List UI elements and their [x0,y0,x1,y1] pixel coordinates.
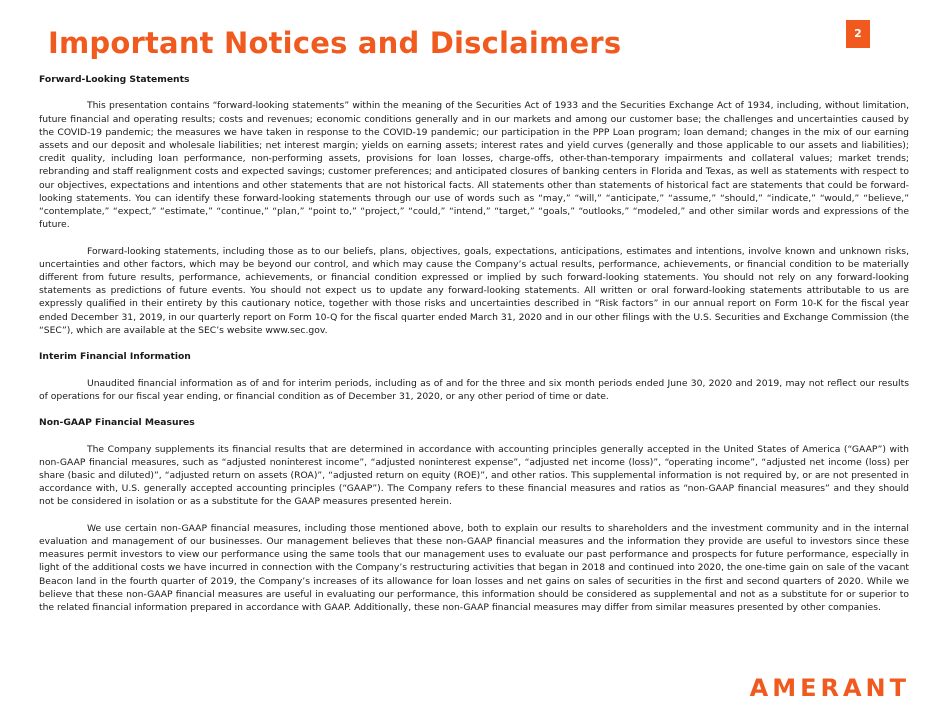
amerant-logo: AMERANT [749,674,910,702]
paragraph-forward-looking-1: This presentation contains “forward-looking statements” within the meaning of the Securities Act of 1933 and the Securities Exchange Act of 1934, including, without limitation, future financial and operating results; costs and revenues; economic conditions generally and in our markets and among our customer base; the challenges and uncertainties caused by the COVID-19 pandemic; the measures we have taken in response to the COVID-19 pandemic; our participation in the PPP Loan program; loan demand; changes in the mix of our earning assets and our deposit and wholesale liabilities; net interest margin; yields on earning assets; interest rates and yield curves (generally and those applicable to our assets and liabilities); credit quality, including loan performance, non-performing assets, provisions for loan losses, charge-offs, other-than-temporary impairments and collateral values; market trends; rebranding and staff realignment costs and expected savings; customer preferences; and anticipated closures of banking centers in Florida and Texas, as well as statements with respect to our objectives, expectations and intentions and other statements that are not historical facts. All statements other than statements of historical fact are statements that could be forward-looking statements. You can identify these forward-looking statements through our use of words such as “may,” “will,” “anticipate,” “assume,” “should,” “indicate,” “would,” “believe,” “contemplate,” “expect,” “estimate,” “continue,” “plan,” “point to,” “project,” “could,” “intend,” “target,” “goals,” “outlooks,” “modeled,” and other similar words and expressions of the future. [39,100,909,231]
section-heading-non-gaap: Non-GAAP Financial Measures [39,417,195,429]
page-number-badge: 2 [846,20,870,48]
paragraph-non-gaap-2: We use certain non-GAAP financial measures, including those mentioned above, both to explain our results to shareholders and the investment community and in the internal evaluation and management of our businesses. Our management believes that these non-GAAP financial measures and the information they provide are useful to investors since these measures permit investors to view our performance using the same tools that our management uses to evaluate our past performance and prospects for future performance, especially in light of the additional costs we have incurred in connection with the Company’s restructuring activities that began in 2018 and continued into 2020, the one-time gain on sale of the vacant Beacon land in the fourth quarter of 2019, the Company’s increases of its allowance for loan losses and net gains on sales of securities in the first and second quarters of 2020. While we believe that these non-GAAP financial measures are useful in evaluating our performance, this information should be considered as supplemental and not as a substitute for or superior to the related financial information prepared in accordance with GAAP. Additionally, these non-GAAP financial measures may differ from similar measures presented by other companies. [39,522,909,614]
disclaimer-body [39,73,909,627]
paragraph-interim-1: Unaudited financial information as of and for interim periods, including as of and for the three and six month periods ended June 30, 2020 and 2019, may not reflect our results of operations for our fiscal year ending, or financial condition as of December 31, 2020, or any other period of time or date. [39,377,909,402]
section-heading-interim: Interim Financial Information [39,351,191,363]
paragraph-forward-looking-2: Forward-looking statements, including those as to our beliefs, plans, objectives, goals, expectations, anticipations, estimates and intentions, involve known and unknown risks, uncertainties and other factors, which may be beyond our control, and which may cause the Company’s actual results, performance, achievements, or financial condition to be materially different from future results, performance, achievements, or financial condition expressed or implied by such forward-looking statements. You should not rely on any forward-looking statements as predictions of future events. You should not expect us to update any forward-looking statements. All written or oral forward-looking statements attributable to us are expressly qualified in their entirety by this cautionary notice, together with those risks and uncertainties described in “Risk factors” in our annual report on Form 10-K for the fiscal year ended December 31, 2019, in our quarterly report on Form 10-Q for the fiscal quarter ended March 31, 2020 and in our other filings with the U.S. Securities and Exchange Commission (the “SEC”), which are available at the SEC’s website www.sec.gov. [39,245,909,336]
paragraph-non-gaap-1: The Company supplements its financial results that are determined in accordance with accounting principles generally accepted in the United States of America (“GAAP”) with non-GAAP financial measures, such as “adjusted noninterest income”, “adjusted noninterest expense”, “adjusted net income (loss)”, “operating income”, “adjusted net income (loss) per share (basic and diluted)”, “adjusted return on assets (ROA)”, “adjusted return on equity (ROE)”, and other ratios. This supplemental information is not required by, or are not presented in accordance with, U.S. generally accepted accounting principles (“GAAP”). The Company refers to these financial measures and ratios as “non-GAAP financial measures” and they should not be considered in isolation or as a substitute for the GAAP measures presented herein. [39,443,909,508]
section-heading-forward-looking: Forward-Looking Statements [39,74,190,85]
page-title: Important Notices and Disclaimers [48,26,622,60]
